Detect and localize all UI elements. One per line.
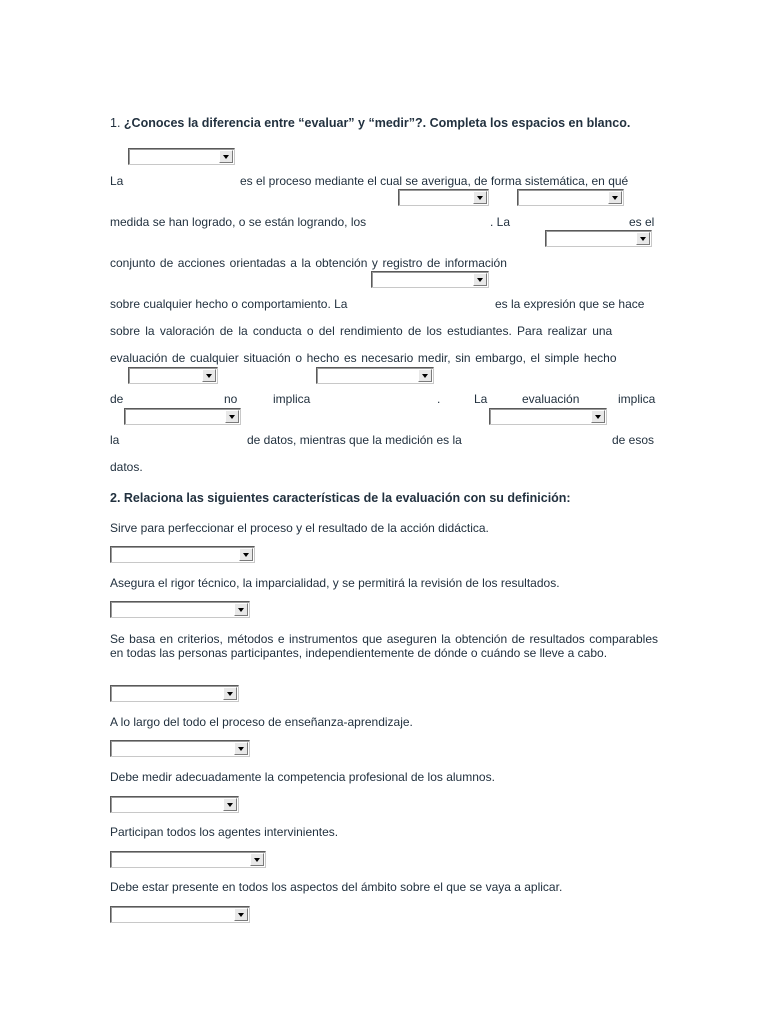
chevron-down-icon [591,410,605,423]
q2-dropdown-6[interactable] [110,851,266,868]
question-1-title [110,116,630,130]
chevron-down-icon [418,369,432,382]
question-2-heading: 2. Relaciona las siguientes características de la evaluación con su definición: [110,491,571,505]
blank-dropdown-9[interactable] [489,408,607,425]
q1-line2-mid: . La [490,215,511,229]
blank-dropdown-5[interactable] [371,271,489,288]
chevron-down-icon [223,798,237,811]
q1-line1-end: es el proceso mediante el cual se averigua, de forma sistemática, en qué [240,174,629,188]
blank-dropdown-4[interactable] [545,230,652,247]
q1-line7-dot: . [437,392,441,406]
q1-line8-la: la [110,433,120,447]
q1-line9: datos. [110,460,143,474]
q1-line4-end: es la expresión que se hace [495,297,645,311]
q1-line8-end: de esos [612,433,655,447]
question-2-title [110,491,571,505]
blank-dropdown-8[interactable] [124,408,241,425]
q1-line6: evaluación de cualquier situación o hecho es necesario medir, sin embargo, el simple hecho [110,351,617,365]
chevron-down-icon [225,410,239,423]
q1-line5: sobre la valoración de la conducta o del rendimiento de los estudiantes. Para realizar una [110,324,613,338]
blank-dropdown-7[interactable] [316,367,434,384]
q1-line8-mid: de datos, mientras que la medición es la [247,433,462,447]
q2-item-4: A lo largo del todo el proceso de enseñanza-aprendizaje. [110,715,413,729]
q1-line2-end: es el [629,215,655,229]
chevron-down-icon [239,548,253,561]
blank-dropdown-6[interactable] [128,367,218,384]
q1-line7-implica-2: implica [618,392,656,406]
chevron-down-icon [473,191,487,204]
chevron-down-icon [250,853,264,866]
q2-item-6: Participan todos los agentes intervinientes. [110,825,339,839]
chevron-down-icon [234,742,248,755]
q1-line7-no: no [224,392,238,406]
chevron-down-icon [636,232,650,245]
q2-dropdown-2[interactable] [110,601,250,618]
q2-item-1: Sirve para perfeccionar el proceso y el resultado de la acción didáctica. [110,521,489,535]
q2-dropdown-3[interactable] [110,685,239,702]
chevron-down-icon [608,191,622,204]
q2-dropdown-4[interactable] [110,740,250,757]
q1-line2-start: medida se han logrado, o se están logrando, los [110,215,367,229]
q1-line7-evaluacion: evaluación [522,392,580,406]
q2-item-3: Se basa en criterios, métodos e instrumentos que aseguren la obtención de resultados comparables en todas las personas participantes, independientemente de dónde o cuándo se lleve a cabo. [110,632,658,660]
q2-item-2: Asegura el rigor técnico, la imparcialidad, y se permitirá la revisión de los resultados. [110,576,560,590]
chevron-down-icon [202,369,216,382]
question-1-number: 1. [110,116,121,130]
q1-line7-la: La [474,392,488,406]
question-1-heading: ¿Conoces la diferencia entre “evaluar” y “medir”?. Completa los espacios en blanco. [123,116,631,130]
q1-line1-start: La [110,174,124,188]
q1-line7-de: de [110,392,124,406]
q2-item-5: Debe medir adecuadamente la competencia profesional de los alumnos. [110,770,495,784]
q2-dropdown-7[interactable] [110,906,250,923]
blank-dropdown-2[interactable] [398,189,489,206]
q2-dropdown-1[interactable] [110,546,255,563]
chevron-down-icon [234,603,248,616]
chevron-down-icon [234,908,248,921]
q1-line7-implica: implica [273,392,311,406]
q1-line4-start: sobre cualquier hecho o comportamiento. La [110,297,348,311]
blank-dropdown-3[interactable] [517,189,624,206]
blank-dropdown-1[interactable] [128,148,235,165]
q2-dropdown-5[interactable] [110,796,239,813]
q2-item-7: Debe estar presente en todos los aspectos del ámbito sobre el que se vaya a aplicar. [110,880,563,894]
chevron-down-icon [219,150,233,163]
chevron-down-icon [473,273,487,286]
q1-line3: conjunto de acciones orientadas a la obtención y registro de información [110,256,507,270]
chevron-down-icon [223,687,237,700]
